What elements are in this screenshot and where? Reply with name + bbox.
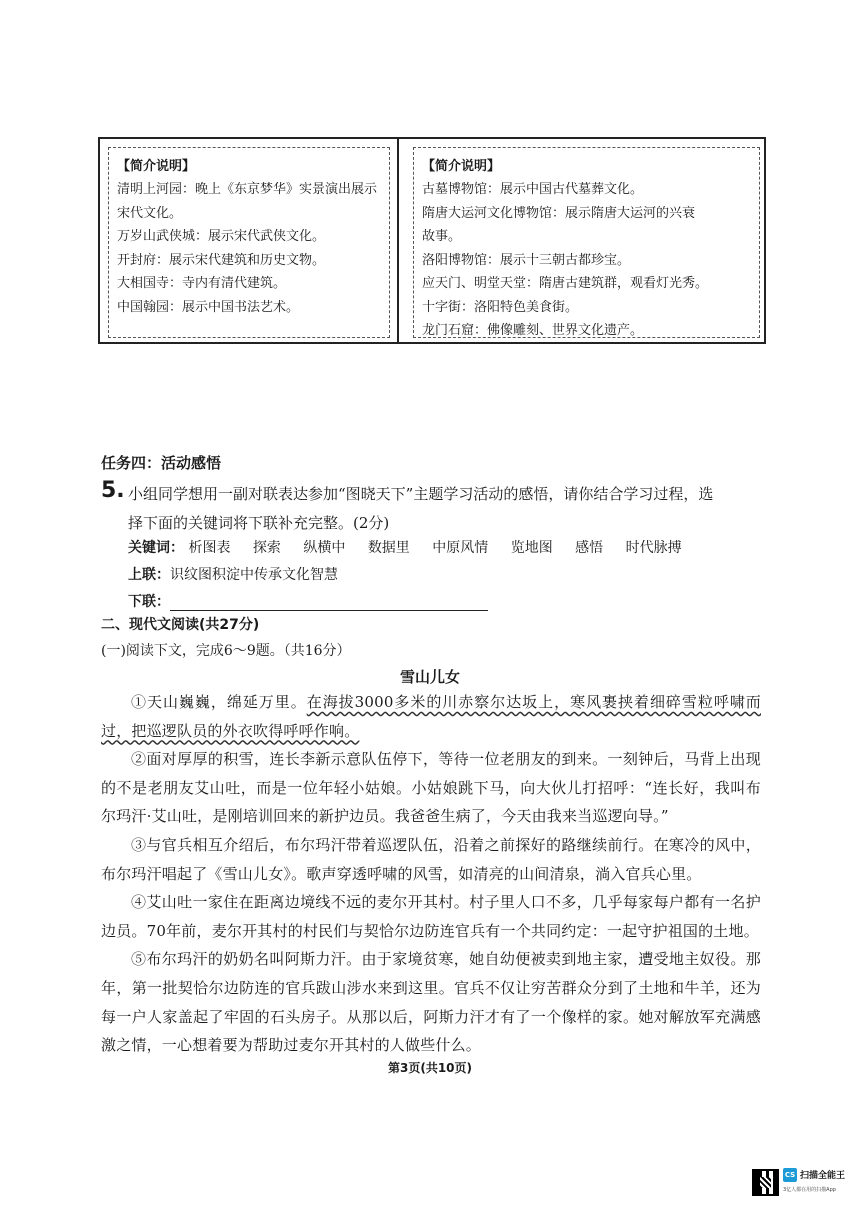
- upper-couplet-label: 上联：: [128, 567, 170, 583]
- keyword: 析图表: [188, 540, 231, 556]
- paragraph-4: ④艾山吐一家住在距离边境线不远的麦尔开其村。村子里人口不多，几乎每家每户都有一名护边员。70年前，麦尔开其村的村民们与契恰尔边防连官兵有一个共同约定：一起守护祖国的土地。: [101, 893, 761, 940]
- panel-title: 【简介说明】: [117, 159, 196, 174]
- subsection-one-heading: (一)阅读下文，完成6～9题。（共16分）: [101, 643, 351, 659]
- lower-couplet: [128, 591, 488, 611]
- answer-blank[interactable]: [170, 594, 488, 611]
- panel-item: 万岁山武侠城：展示宋代武侠文化。: [117, 229, 326, 244]
- keyword: 感悟: [575, 540, 604, 556]
- section-two-heading: 二、现代文阅读(共27分): [101, 617, 260, 633]
- panel-item: 大相国寺：寺内有清代建筑。: [117, 276, 287, 291]
- wavy-underlined-sentence: 在海拔3000多米的川赤察尔达坂上，寒风裹挟着细碎雪粒呼啸而过，把巡逻队员的外衣吹得呼呼作响。: [101, 693, 761, 740]
- panel-item: 隋唐大运河文化博物馆：展示隋唐大运河的兴衰: [422, 205, 696, 221]
- panel-item: 开封府：展示宋代建筑和历史文物。: [117, 252, 326, 268]
- question-text-line: 小组同学想用一副对联表达参加“图晓天下”主题学习活动的感悟，请你结合学习过程，选: [128, 485, 714, 503]
- keyword: 览地图: [510, 540, 553, 556]
- panel-title: 【简介说明】: [422, 159, 501, 174]
- panel-item: 十字街：洛阳特色美食街。: [422, 299, 579, 315]
- upper-couplet: [128, 564, 338, 584]
- qr-code-icon: [752, 1169, 779, 1196]
- keyword: 数据里: [367, 540, 410, 556]
- keyword: 中原风情: [432, 540, 489, 556]
- paragraph-3: ③与官兵相互介绍后，布尔玛汗带着巡逻队伍，沿着之前探好的路继续前行。在寒冷的风中，布尔玛汗唱起了《雪山儿女》。歌声穿透呼啸的风雪，如清亮的山间清泉，淌入官兵心里。: [101, 835, 761, 883]
- article-title: 雪山儿女: [399, 668, 460, 686]
- panel-item: 宋代文化。: [117, 205, 183, 221]
- intro-info-box: [98, 137, 766, 344]
- paragraph-1-text: ①天山巍巍，绵延万里。: [131, 693, 307, 711]
- page-number: 第3页(共10页): [387, 1061, 473, 1075]
- scanner-app-name: 扫描全能王: [800, 1171, 846, 1181]
- panel-item: 古墓博物馆：展示中国古代墓葬文化。: [422, 182, 644, 197]
- luoyang-intro-panel: [413, 147, 760, 338]
- upper-couplet-text: 识纹图积淀中传承文化智慧: [170, 567, 338, 583]
- panel-item: 清明上河园：晚上《东京梦华》实景演出展示: [117, 182, 378, 197]
- paragraph-2: ②面对厚厚的积雪，连长李新示意队伍停下，等待一位老朋友的到来。一刻钟后，马背上出现的不是老朋友艾山吐，而是一位年轻小姑娘。小姑娘跳下马，向大伙儿打招呼：“连长好，我叫布尔玛汗·艾山吐，是刚培训回来的新护边员。我爸爸生病了，今天由我来当巡逻向导。”: [101, 750, 761, 826]
- article-body: [101, 688, 761, 1060]
- keyword: 纵横中: [303, 540, 346, 556]
- panel-item: 洛阳博物馆：展示十三朝古都珍宝。: [422, 252, 631, 268]
- panel-item: 故事。: [422, 229, 462, 244]
- panel-item: 中国翰园：展示中国书法艺术。: [117, 299, 300, 315]
- question-number: 5.: [101, 478, 125, 503]
- paragraph-5: ⑤布尔玛汗的奶奶名叫阿斯力汗。由于家境贫寒，她自幼便被卖到地主家，遭受地主奴役。那年，第一批契恰尔边防连的官兵跋山涉水来到这里。官兵不仅让穷苦群众分到了土地和牛羊，还为每一户人家盖起了牢固的石头房子。从那以后，阿斯力汗才有了一个像样的家。她对解放军充满感激之情，一心想着要为帮助过麦尔开其村的人做些什么。: [101, 950, 761, 1055]
- panel-item: 龙门石窟：佛像雕刻、世界文化遗产。: [422, 323, 644, 338]
- keyword: 探索: [252, 540, 281, 556]
- question-text-line: 择下面的关键词将下联补充完整。(2分): [128, 514, 390, 532]
- task-four-heading: 任务四：活动感悟: [101, 454, 222, 472]
- scanner-watermark: [752, 1167, 847, 1201]
- box-divider: [397, 139, 399, 342]
- keywords-row: [128, 537, 700, 557]
- paragraph-1: [101, 688, 761, 745]
- panel-item: 应天门、明堂天堂：隋唐古建筑群，观看灯光秀。: [422, 276, 709, 291]
- kaifeng-intro-panel: [108, 147, 390, 338]
- keyword: 时代脉搏: [625, 540, 682, 556]
- camscanner-logo-icon: CS: [783, 1168, 797, 1182]
- scanner-tagline: 3亿人都在用的扫描App: [783, 1187, 836, 1193]
- keywords-label: 关键词：: [128, 540, 184, 556]
- lower-couplet-label: 下联：: [128, 594, 170, 610]
